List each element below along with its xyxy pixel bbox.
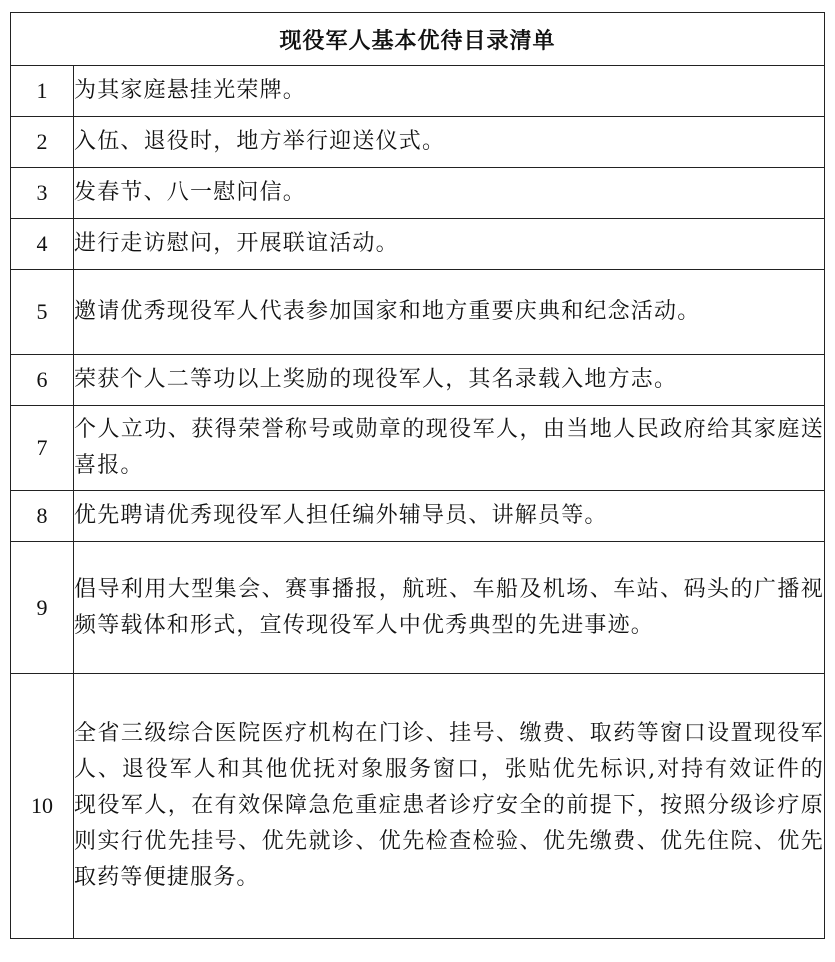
row-text: 发春节、八一慰问信。 <box>74 168 825 219</box>
table-title: 现役军人基本优待目录清单 <box>11 13 825 66</box>
table-row <box>11 491 825 542</box>
benefits-table <box>10 12 825 939</box>
row-number: 7 <box>11 406 74 491</box>
row-text: 邀请优秀现役军人代表参加国家和地方重要庆典和纪念活动。 <box>74 270 825 355</box>
row-number: 1 <box>11 66 74 117</box>
row-text: 倡导利用大型集会、赛事播报，航班、车船及机场、车站、码头的广播视频等载体和形式，宣传现役军人中优秀典型的先进事迹。 <box>74 542 825 674</box>
row-number: 4 <box>11 219 74 270</box>
table-row <box>11 66 825 117</box>
row-number: 2 <box>11 117 74 168</box>
row-text: 荣获个人二等功以上奖励的现役军人，其名录载入地方志。 <box>74 355 825 406</box>
table-row <box>11 117 825 168</box>
row-text: 为其家庭悬挂光荣牌。 <box>74 66 825 117</box>
table-row <box>11 270 825 355</box>
table-row <box>11 406 825 491</box>
row-text: 全省三级综合医院医疗机构在门诊、挂号、缴费、取药等窗口设置现役军人、退役军人和其他优抚对象服务窗口，张贴优先标识,对持有效证件的现役军人，在有效保障急危重症患者诊疗安全的前提下，按照分级诊疗原则实行优先挂号、优先就诊、优先检查检验、优先缴费、优先住院、优先取药等便捷服务。 <box>74 674 825 939</box>
document-page <box>10 12 824 939</box>
table-row <box>11 219 825 270</box>
row-text: 优先聘请优秀现役军人担任编外辅导员、讲解员等。 <box>74 491 825 542</box>
row-text: 入伍、退役时，地方举行迎送仪式。 <box>74 117 825 168</box>
table-header-row <box>11 13 825 66</box>
row-number: 6 <box>11 355 74 406</box>
table-row <box>11 674 825 939</box>
row-number: 3 <box>11 168 74 219</box>
table-row <box>11 542 825 674</box>
table-row <box>11 168 825 219</box>
row-number: 8 <box>11 491 74 542</box>
row-number: 9 <box>11 542 74 674</box>
row-text: 进行走访慰问，开展联谊活动。 <box>74 219 825 270</box>
table-row <box>11 355 825 406</box>
row-number: 10 <box>11 674 74 939</box>
row-number: 5 <box>11 270 74 355</box>
row-text: 个人立功、获得荣誉称号或勋章的现役军人，由当地人民政府给其家庭送喜报。 <box>74 406 825 491</box>
